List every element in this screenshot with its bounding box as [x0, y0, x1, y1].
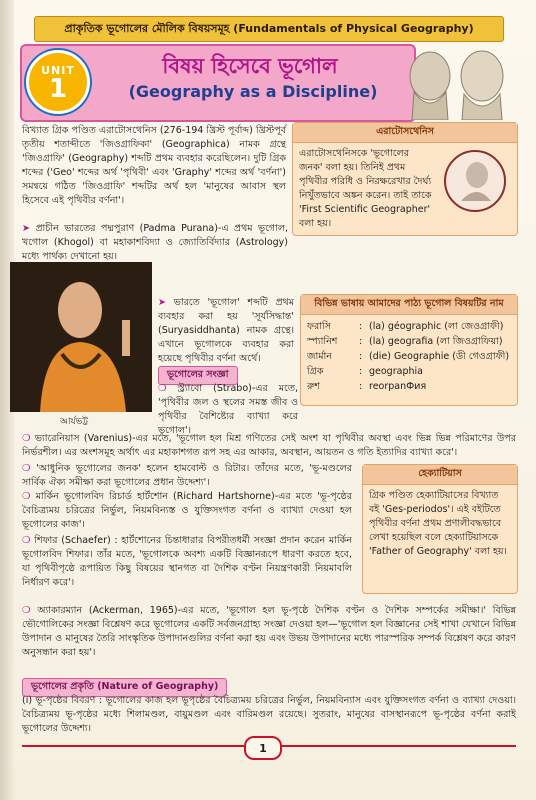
language-row: রুশ : reorpanФия [307, 381, 427, 392]
portrait-caption: আর্যভট্ট [60, 417, 89, 427]
unit-number: 1 [48, 73, 68, 104]
padma-purana-paragraph [22, 222, 288, 264]
philosopher-busts-image [398, 42, 514, 120]
hecataeus-text: গ্রিক পণ্ডিত হেক্যাটিয়াসের বিখ্যাত বই 'Ges-periodos'। এই বইটিতে পৃথিবীর বর্ণনা প্রথম প্রণালীবদ্ধভাবে লেখা হয়েছিল বলে হেক্যাটিয়াসকে 'Father of Geography' বলা হয়। [369, 490, 507, 557]
padma-purana-text: প্রাচীন ভারতের পদ্মপুরাণ (Padma Purana)-এ প্রথম ভূগোল, খগোল (Khogol) বা মহাকাশবিদ্যা ও জ্যোতির্বিদ্যার (Astrology) মধ্যে পার্থক্য দেখানো হয়। [22, 223, 288, 262]
humboldt-definition: ❍ 'আধুনিক ভূগোলের জনক' হলেন হামবোল্ট ও রিটার। তাঁদের মতে, 'ভূ-মণ্ডলের সার্বিক ঐক্য সমীক্ষা করা ভূগোলের প্রধান উদ্দেশ্য'। [22, 463, 352, 488]
language-row: ফরাসি : (la) géographic (লা জেওগ্রাফী) [307, 321, 504, 332]
language-names-box [300, 294, 518, 406]
definition-tag: ভূগোলের সংজ্ঞা [158, 366, 238, 385]
language-box-heading: বিভিন্ন ভাষায় আমাদের পাঠ্য ভূগোল বিষয়টির নাম [301, 295, 517, 315]
language-row: জার্মান : (die) Geographie (ডী গেওগ্রাফী) [307, 351, 510, 362]
bullet-icon: ❍ [22, 491, 36, 502]
hecataeus-box [362, 464, 518, 594]
suryasiddhanta-text: ভারতে 'ভূগোল' শব্দটি প্রথম ব্যবহার করা হয় 'সূর্যসিদ্ধান্ত' (Suryasiddhanta) নামক গ্রন্থে। এখানে ভূগোলকে ব্যবহার করা হয়েছে পৃথিবীর বর্ণনা অর্থে। [158, 297, 294, 364]
unit-title-english: (Geography as a Discipline) [128, 82, 378, 101]
language-row: গ্রিক : geographia [307, 366, 423, 377]
schaefer-definition: ❍ শিফার (Schaefer) : হার্টশোনের চিন্তাধারার বিপরীতধর্মী সংজ্ঞা প্রদান করেন মার্কিন ভূগোলবিদ শিফার। তাঁর মতে, 'ভূগোলকে অবশ্য একটি বিজ্ঞানরূপে ধারণা করতে হবে, যা পৃথিবীপৃষ্ঠে রূপায়িত কিছু বিষয়ের স্থানগত বা দৈশিক বণ্টন নিয়ন্ত্রণকারী নিয়মাবলি নির্ধারণ করে'। [22, 535, 352, 588]
hartshorne-definition: ❍ মার্কিন ভূগোলবিদ রিচার্ড হার্টশোন (Richard Hartshorne)-এর মতে 'ভূ-পৃষ্ঠের বৈচিত্র্যময় চরিত্রের নির্ভুল, নিয়মবিন্যস্ত ও যুক্তিসংগত বর্ণনা ও ব্যাখ্যা দেওয়া হল ভূগোলের কাজ'। [22, 491, 352, 530]
eratosthenes-box [292, 122, 518, 236]
intro-paragraph: বিখ্যাত গ্রিক পণ্ডিত এরাটোসথেনিস (276-194 খ্রিস্ট পূর্বাব্দ) খ্রিস্টপূর্ব তৃতীয় শতাব্দীতে 'জিওগ্রাফিকা' (Geographica) নামক গ্রন্থে 'জিওগ্রাফি' (Geography) শব্দটি প্রথম ব্যবহার করেছিলেন। দুটি গ্রিক শব্দের ('Geo' শব্দের অর্থ 'পৃথিবী' এবং 'Graphy' শব্দের অর্থ 'বর্ণনা') সমন্বয়ে গঠিত 'জিওগ্রাফি' শব্দটির অর্থ হল 'মানুষের আবাস স্থল হিসেবে এই পৃথিবীর বর্ণনা'। [22, 125, 286, 206]
bullet-icon: ➤ [22, 223, 36, 234]
language-list [301, 315, 517, 398]
bullet-icon: ❍ [158, 383, 178, 394]
language-row: স্প্যানিশ : (la) geografia (লা জিওগ্রাফিয়া) [307, 336, 503, 347]
nature-item-surface-description: (i) ভূ-পৃষ্ঠের বিবরণ : ভূগোলের কাজ হল ভূপৃষ্ঠের বৈচিত্র্যময় চরিত্রের নির্ভুল, নিয়মবিন্যাস এবং যুক্তিসংগত বর্ণনা ও ব্যাখ্যা দেওয়া। বৈচিত্র্যময় ভূ-পৃষ্ঠের মধ্যে শিলামণ্ডল, বায়ুমণ্ডল এবং বারিমণ্ডল রয়েছে। সুতরাং, মানুষের বাসস্থানরূপে ভূ-পৃষ্ঠের বর্ণনা করাই ভূগোলের উদ্দেশ্য। [22, 695, 516, 734]
chapter-banner: প্রাকৃতিক ভূগোলের মৌলিক বিষয়সমূহ (Fundamentals of Physical Geography) [34, 16, 504, 42]
eratosthenes-portrait [443, 149, 507, 213]
unit-label: UNIT [41, 63, 75, 77]
bullet-icon: ❍ [22, 605, 38, 616]
eratosthenes-heading: এরাটোসথেনিস [293, 123, 517, 143]
eratosthenes-text: এরাটোসথেনিসকে 'ভূগোলের জনক' বলা হয়। তিনিই প্রথম পৃথিবীর পরিধি ও নিরক্ষরেখার দৈর্ঘ্য নিখুঁতভাবে অঙ্কন করেন। তাই তাকে 'First Scientific Geographer' বলা হয়। [299, 148, 432, 229]
bullet-icon: ❍ [22, 535, 35, 546]
bullet-icon: ❍ [22, 463, 37, 474]
suryasiddhanta-paragraph [158, 296, 294, 366]
varenius-definition: ❍ ভ্যারেনিয়াস (Varenius)-এর মতে, 'ভূগোল হল মিশ্র গণিতের সেই অংশ যা পৃথিবীর অবস্থা এবং ভিন্ন ভিন্ন পরিমাণের উপর নির্ভরশীল। এর অংশসমূহ অর্থাৎ এর মহাকাশগত রূপ সহ এর আকার, অবস্থান, আয়তন ও গতি ইত্যাদির ব্যাখ্যা করে'। [22, 433, 516, 458]
nature-tag: ভূগোলের প্রকৃতি (Nature of Geography) [22, 678, 227, 697]
strabo-definition: ❍ স্ট্র্যাবো (Strabo)-এর মতে, 'পৃথিবীর জল ও স্থলের সমস্ত জীব ও পৃথিবীর বৈশিষ্ট্যের ব্যাখ্যা করে ভূগোল'। [158, 383, 298, 436]
hecataeus-heading: হেক্যাটিয়াস [363, 465, 517, 485]
ackerman-definition: ❍ অ্যাকারম্যান (Ackerman, 1965)-এর মতে, 'ভূগোল হল ভূ-পৃষ্ঠে দৈশিক বণ্টন ও দৈশিক সম্পর্কের সমীক্ষা।' বিভিন্ন ভৌগোলিকের সংজ্ঞা বিশ্লেষণ করে ভূগোলের একটি সর্বজনগ্রাহ্য সংজ্ঞা দেওয়া হল—'ভূগোল হল বিজ্ঞানের সেই শাখা যেখানে বিভিন্ন উপাদান ও মানুষের তৈরি সাংস্কৃতিক উপাদানগুলির বর্ণনা করা হয় এবং উভয় উপাদানের মধ্যে পারস্পরিক সম্পর্ক বিশ্লেষণ করে কারণ অনুসন্ধান করা হয়'। [22, 605, 516, 658]
bullet-icon: ➤ [158, 297, 174, 308]
unit-badge [26, 50, 90, 114]
page-number: 1 [244, 736, 282, 760]
bullet-icon: ❍ [22, 433, 35, 444]
unit-title-bengali: বিষয় হিসেবে ভূগোল [162, 54, 338, 78]
aryabhata-portrait [10, 262, 152, 412]
